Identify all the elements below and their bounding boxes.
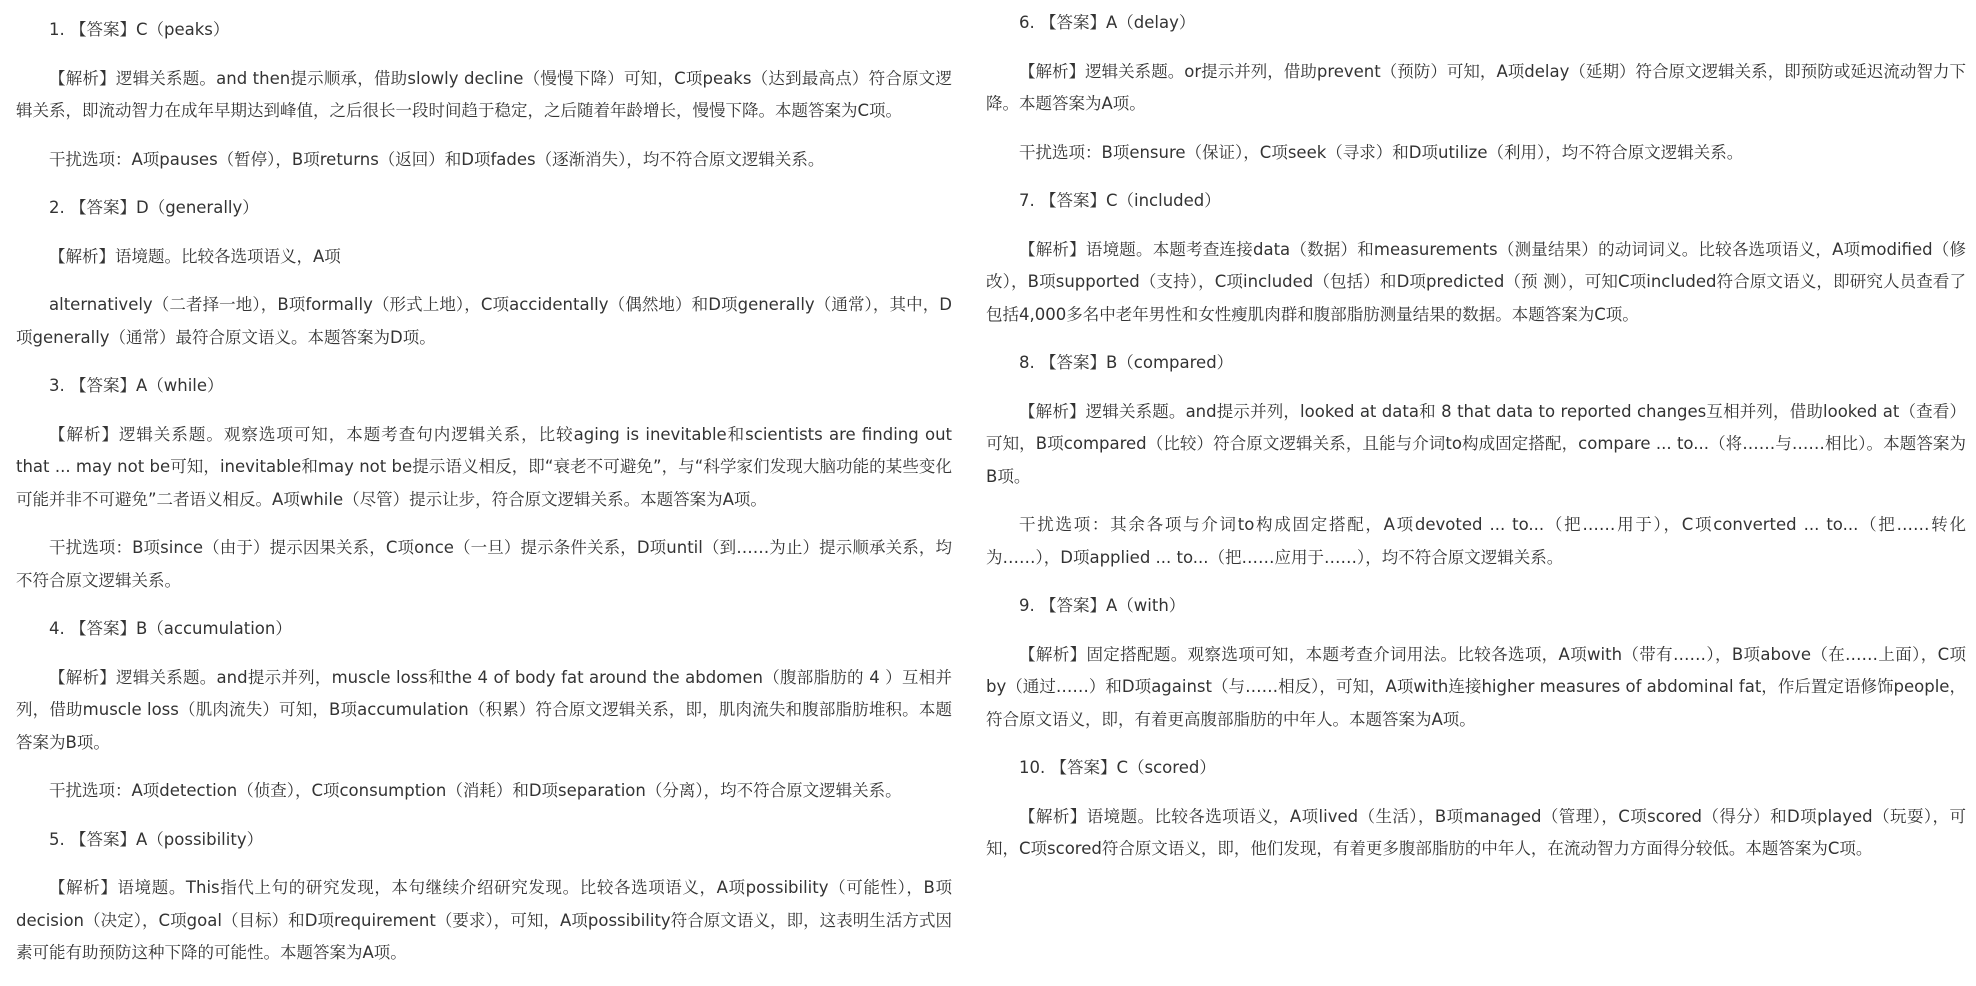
analysis-7: 【解析】语境题。本题考查连接data（数据）和measurements（测量结果）的动词词义。比较各选项语义，A项modified（修改），B项supported（支持），C项included（包括）和D项predicted（预 测），可知C项included符合原文语义，即研究人员查看了包括4,000多名中老年男性和女性瘦肌肉群和腹部脂肪测量结果的数据。本题答案为C项。: [986, 239, 1966, 324]
analysis-6: 【解析】逻辑关系题。or提示并列，借助prevent（预防）可知，A项delay（延期）符合原文逻辑关系，即预防或延迟流动智力下降。本题答案为A项。: [986, 61, 1966, 113]
distractors-8: 干扰选项：其余各项与介词to构成固定搭配，A项devoted ... to...（把……用于），C项converted ... to...（把……转化为……），D项applied ... to...（把……应用于……），均不符合原文逻辑关系。: [986, 515, 1966, 567]
answer-heading-6: 6. 【答案】A（delay）: [1019, 13, 1196, 32]
analysis-2-part-1: 【解析】语境题。比较各选项语义，A项: [49, 246, 341, 266]
analysis-2-part-2: alternatively（二者择一地），B项formally（形式上地），C项accidentally（偶然地）和D项generally（通常），其中，D项generally（通常）最符合原文语义。本题答案为D项。: [16, 295, 952, 347]
answer-heading-8: 8. 【答案】B（compared）: [1019, 353, 1234, 372]
answer-heading-10: 10. 【答案】C（scored）: [1019, 758, 1216, 777]
answer-heading-2: 2. 【答案】D（generally）: [49, 198, 259, 217]
left-column: [16, 0, 952, 986]
answer-heading-7: 7. 【答案】C（included）: [1019, 191, 1221, 210]
analysis-5: 【解析】语境题。This指代上句的研究发现，本句继续介绍研究发现。比较各选项语义，A项possibility（可能性），B项decision（决定），C项goal（目标）和D项requirement（要求），可知，A项possibility符合原文语义，即，这表明生活方式因素可能有助预防这种下降的可能性。本题答案为A项。: [16, 878, 952, 962]
distractors-4: 干扰选项：A项detection（侦查），C项consumption（消耗）和D项separation（分离），均不符合原文逻辑关系。: [49, 781, 902, 800]
answer-heading-5: 5. 【答案】A（possibility）: [49, 829, 264, 849]
answer-heading-9: 9. 【答案】A（with）: [1019, 596, 1186, 615]
analysis-8: 【解析】逻辑关系题。and提示并列，looked at data和 8 that data to reported changes互相并列，借助looked at（查看）可知，B项compared（比较）符合原文逻辑关系，且能与介词to构成固定搭配，compare ... to...（将……与……相比）。本题答案为B项。: [986, 401, 1966, 486]
answer-heading-1: 1. 【答案】C（peaks）: [49, 20, 230, 39]
right-column: [986, 0, 1966, 882]
analysis-1: 【解析】逻辑关系题。and then提示顺承，借助slowly decline（慢慢下降）可知，C项peaks（达到最高点）符合原文逻辑关系，即流动智力在成年早期达到峰值，之后很长一段时间趋于稳定，之后随着年龄增长，慢慢下降。本题答案为C项。: [16, 68, 952, 120]
distractors-1: 干扰选项：A项pauses（暂停），B项returns（返回）和D项fades（逐渐消失），均不符合原文逻辑关系。: [49, 149, 825, 169]
answer-heading-3: 3. 【答案】A（while）: [49, 376, 224, 395]
analysis-4: 【解析】逻辑关系题。and提示并列，muscle loss和the 4 of body fat around the abdomen（腹部脂肪的 4 ）互相并列，借助muscle loss（肌肉流失）可知，B项accumulation（积累）符合原文逻辑关系，即，肌肉流失和腹部脂肪堆积。本题答案为B项。: [16, 667, 952, 752]
distractors-3: 干扰选项：B项since（由于）提示因果关系，C项once（一旦）提示条件关系，D项until（到……为止）提示顺承关系，均不符合原文逻辑关系。: [16, 538, 952, 590]
answer-heading-4: 4. 【答案】B（accumulation）: [49, 619, 292, 638]
analysis-9: 【解析】固定搭配题。观察选项可知，本题考查介词用法。比较各选项，A项with（带有……），B项above（在……上面），C项by（通过……）和D项against（与……相反），可知，A项with连接higher measures of abdominal fat，作后置定语修饰people，符合原文语义，即，有着更高腹部脂肪的中年人。本题答案为A项。: [986, 644, 1966, 729]
distractors-6: 干扰选项：B项ensure（保证），C项seek（寻求）和D项utilize（利用），均不符合原文逻辑关系。: [1019, 142, 1744, 162]
analysis-10: 【解析】语境题。比较各选项语义，A项lived（生活），B项managed（管理），C项scored（得分）和D项played（玩耍），可知，C项scored符合原文语义，即，他们发现，有着更多腹部脂肪的中年人，在流动智力方面得分较低。本题答案为C项。: [986, 806, 1966, 858]
analysis-3: 【解析】逻辑关系题。观察选项可知，本题考查句内逻辑关系，比较aging is inevitable和scientists are finding out that ... may not be可知，inevitable和may not be提示语义相反，即“衰老不可避免”，与“科学家们发现大脑功能的某些变化可能并非不可避免”二者语义相反。A项while（尽管）提示让步，符合原文逻辑关系。本题答案为A项。: [16, 424, 952, 509]
